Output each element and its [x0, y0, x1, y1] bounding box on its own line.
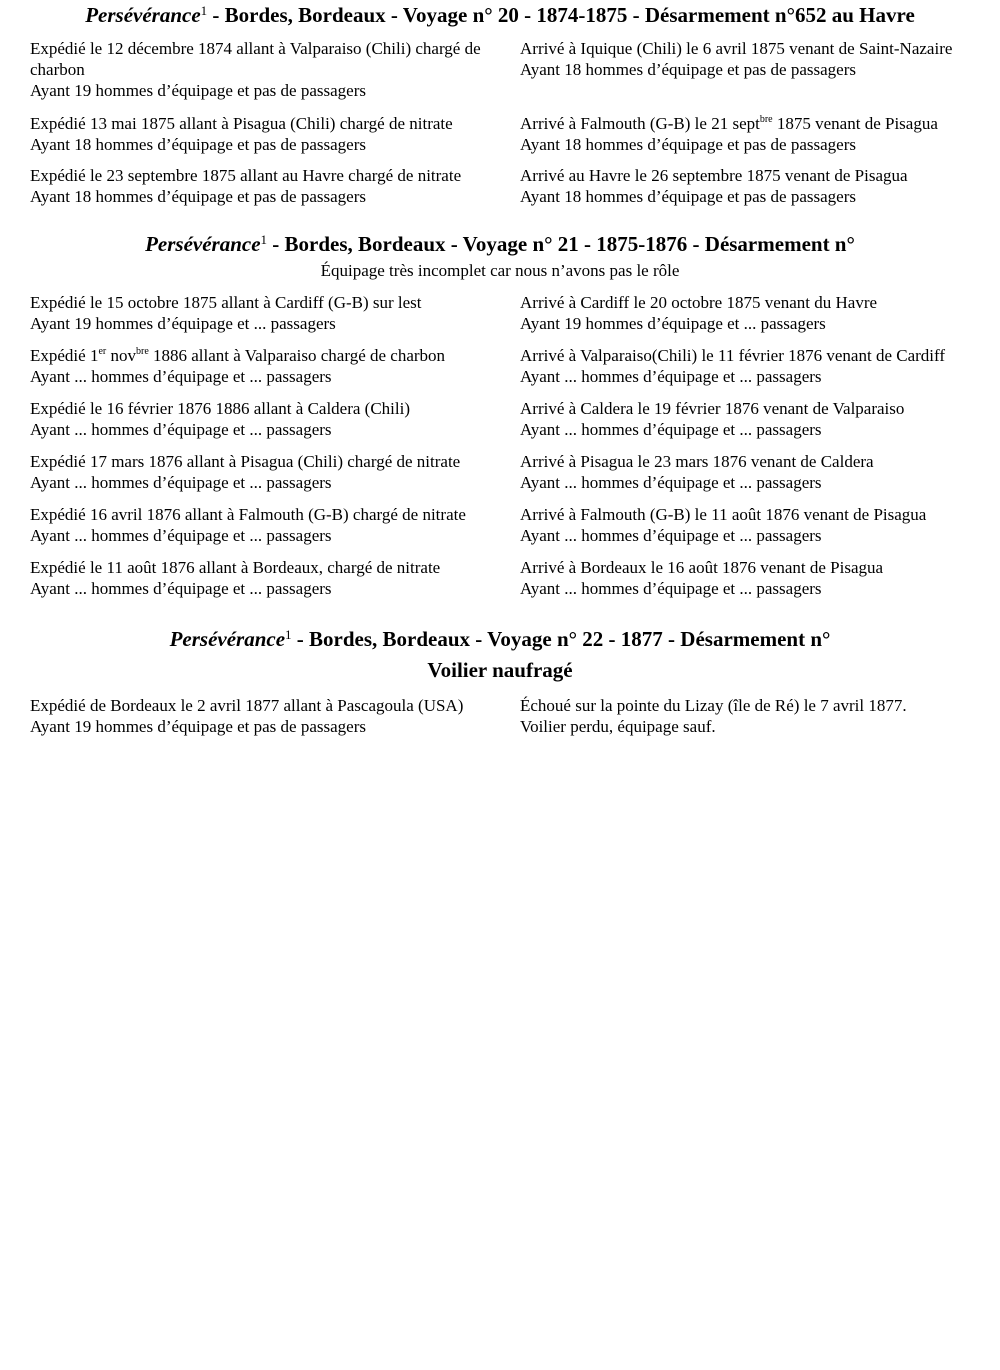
departure-cell	[30, 451, 520, 493]
arrival-text: Arrivé à Caldera le 19 février 1876 venant de Valparaiso	[520, 399, 905, 418]
departure-cell	[30, 695, 520, 737]
ship-name: Persévérance	[169, 627, 286, 651]
arrival-cell	[520, 557, 990, 599]
voyage-20-title	[0, 1, 1000, 29]
departure-crew: Ayant 19 hommes d’équipage et pas de passagers	[30, 717, 366, 736]
departure-crew: Ayant ... hommes d’équipage et ... passagers	[30, 367, 332, 386]
arrival-text: Arrivé à Valparaiso(Chili) le 11 février 1876 venant de Cardiff	[520, 346, 946, 365]
departure-crew: Ayant ... hommes d’équipage et ... passagers	[30, 473, 332, 492]
voyage-20-leg-2	[30, 113, 990, 155]
superscript: bre	[759, 114, 773, 125]
departure-crew: Ayant 19 hommes d’équipage et ... passagers	[30, 314, 336, 333]
voyage-20-section	[0, 0, 1000, 207]
voyage-21-title	[0, 230, 1000, 258]
arrival-crew: Ayant ... hommes d’équipage et ... passagers	[520, 526, 822, 545]
ship-name: Persévérance	[85, 3, 201, 27]
departure-cell	[30, 504, 520, 546]
arrival-text: Arrivé à Bordeaux le 16 août 1876 venant de Pisagua	[520, 558, 884, 577]
departure-text: Expédié le 23 septembre 1875 allant au Havre chargé de nitrate	[30, 166, 462, 185]
superscript: er	[98, 346, 107, 357]
arrival-crew: Ayant ... hommes d’équipage et ... passagers	[520, 473, 822, 492]
departure-text: Expédié 17 mars 1876 allant à Pisagua (Chili) chargé de nitrate	[30, 452, 461, 471]
arrival-cell	[520, 165, 990, 207]
departure-crew: Ayant ... hommes d’équipage et ... passagers	[30, 579, 332, 598]
arrival-text-part: 1875 venant de Pisagua	[772, 114, 938, 133]
arrival-crew: Ayant ... hommes d’équipage et ... passagers	[520, 579, 822, 598]
arrival-text: Arrivé à Falmouth (G-B) le 11 août 1876 venant de Pisagua	[520, 505, 927, 524]
voyage-21-leg-3	[30, 398, 990, 440]
arrival-text: Arrivé au Havre le 26 septembre 1875 venant de Pisagua	[520, 166, 908, 185]
arrival-text	[520, 113, 990, 134]
arrival-cell	[520, 292, 990, 334]
arrival-crew: Ayant ... hommes d’équipage et ... passagers	[520, 420, 822, 439]
arrival-text: Échoué sur la pointe du Lizay (île de Ré) le 7 avril 1877.	[520, 696, 907, 715]
voyage-22-title	[0, 625, 1000, 653]
departure-text-part: Expédié 1	[30, 346, 99, 365]
voyage-22-leg-1	[30, 695, 990, 737]
arrival-crew: Ayant 18 hommes d’équipage et pas de passagers	[520, 60, 856, 79]
arrival-cell	[520, 695, 990, 737]
footnote-marker: 1	[285, 627, 292, 642]
voyage-21-leg-1	[30, 292, 990, 334]
departure-text: Expédié le 12 décembre 1874 allant à Valparaiso (Chili) chargé de charbon	[30, 39, 481, 79]
departure-crew: Ayant 18 hommes d’équipage et pas de passagers	[30, 187, 366, 206]
departure-crew: Ayant ... hommes d’équipage et ... passagers	[30, 420, 332, 439]
voyage-21-leg-5	[30, 504, 990, 546]
arrival-cell	[520, 451, 990, 493]
departure-text: Expédié 13 mai 1875 allant à Pisagua (Chili) chargé de nitrate	[30, 114, 453, 133]
voyage-21-note: Équipage très incomplet car nous n’avons pas le rôle	[320, 261, 680, 280]
departure-text	[30, 345, 520, 366]
voyage-21-leg-2	[30, 345, 990, 387]
voyage-20-leg-3	[30, 165, 990, 207]
departure-cell	[30, 398, 520, 440]
arrival-text: Arrivé à Iquique (Chili) le 6 avril 1875 venant de Saint-Nazaire	[520, 39, 953, 58]
title-rest: - Bordes, Bordeaux - Voyage n° 21 - 1875-1876 - Désarmement n°	[267, 232, 855, 256]
departure-cell	[30, 292, 520, 334]
departure-text-part: nov	[106, 346, 136, 365]
departure-crew: Ayant ... hommes d’équipage et ... passagers	[30, 526, 332, 545]
voyage-21-leg-4	[30, 451, 990, 493]
departure-cell	[30, 345, 520, 387]
superscript: bre	[135, 346, 149, 357]
title-rest: - Bordes, Bordeaux - Voyage n° 20 - 1874-1875 - Désarmement n°652 au Havre	[207, 3, 915, 27]
arrival-crew: Ayant 19 hommes d’équipage et ... passagers	[520, 314, 826, 333]
arrival-text: Arrivé à Pisagua le 23 mars 1876 venant de Caldera	[520, 452, 874, 471]
departure-text: Expédié de Bordeaux le 2 avril 1877 allant à Pascagoula (USA)	[30, 696, 464, 715]
departure-text: Expédié le 16 février 1876 1886 allant à Caldera (Chili)	[30, 399, 411, 418]
voyage-21-section	[0, 230, 1000, 599]
voyage-22-status: Voilier naufragé	[427, 658, 573, 682]
arrival-cell	[520, 398, 990, 440]
departure-crew: Ayant 19 hommes d’équipage et pas de passagers	[30, 81, 366, 100]
departure-cell	[30, 38, 520, 101]
departure-cell	[30, 113, 520, 155]
departure-text: Expédié le 11 août 1876 allant à Bordeaux, chargé de nitrate	[30, 558, 441, 577]
departure-text-part: 1886 allant à Valparaiso chargé de charbon	[148, 346, 446, 365]
arrival-crew: Voilier perdu, équipage sauf.	[520, 717, 716, 736]
arrival-cell	[520, 345, 990, 387]
footnote-marker: 1	[260, 232, 268, 247]
departure-cell	[30, 557, 520, 599]
arrival-text: Arrivé à Cardiff le 20 octobre 1875 venant du Havre	[520, 293, 878, 312]
ship-name: Persévérance	[145, 232, 261, 256]
title-rest: - Bordes, Bordeaux - Voyage n° 22 - 1877 - Désarmement n°	[291, 627, 831, 651]
arrival-text-part: Arrivé à Falmouth (G-B) le 21 sept	[520, 114, 760, 133]
arrival-crew: Ayant 18 hommes d’équipage et pas de passagers	[520, 135, 856, 154]
voyage-21-leg-6	[30, 557, 990, 599]
arrival-crew: Ayant ... hommes d’équipage et ... passagers	[520, 367, 822, 386]
departure-text: Expédié 16 avril 1876 allant à Falmouth (G-B) chargé de nitrate	[30, 505, 466, 524]
voyage-22-section	[0, 625, 1000, 737]
arrival-crew: Ayant 18 hommes d’équipage et pas de passagers	[520, 187, 856, 206]
arrival-cell	[520, 38, 990, 101]
departure-text: Expédié le 15 octobre 1875 allant à Cardiff (G-B) sur lest	[30, 293, 422, 312]
departure-cell	[30, 165, 520, 207]
arrival-cell	[520, 504, 990, 546]
footnote-marker: 1	[200, 3, 208, 18]
departure-crew: Ayant 18 hommes d’équipage et pas de passagers	[30, 135, 366, 154]
voyage-20-leg-1	[30, 38, 990, 101]
arrival-cell	[520, 113, 990, 155]
